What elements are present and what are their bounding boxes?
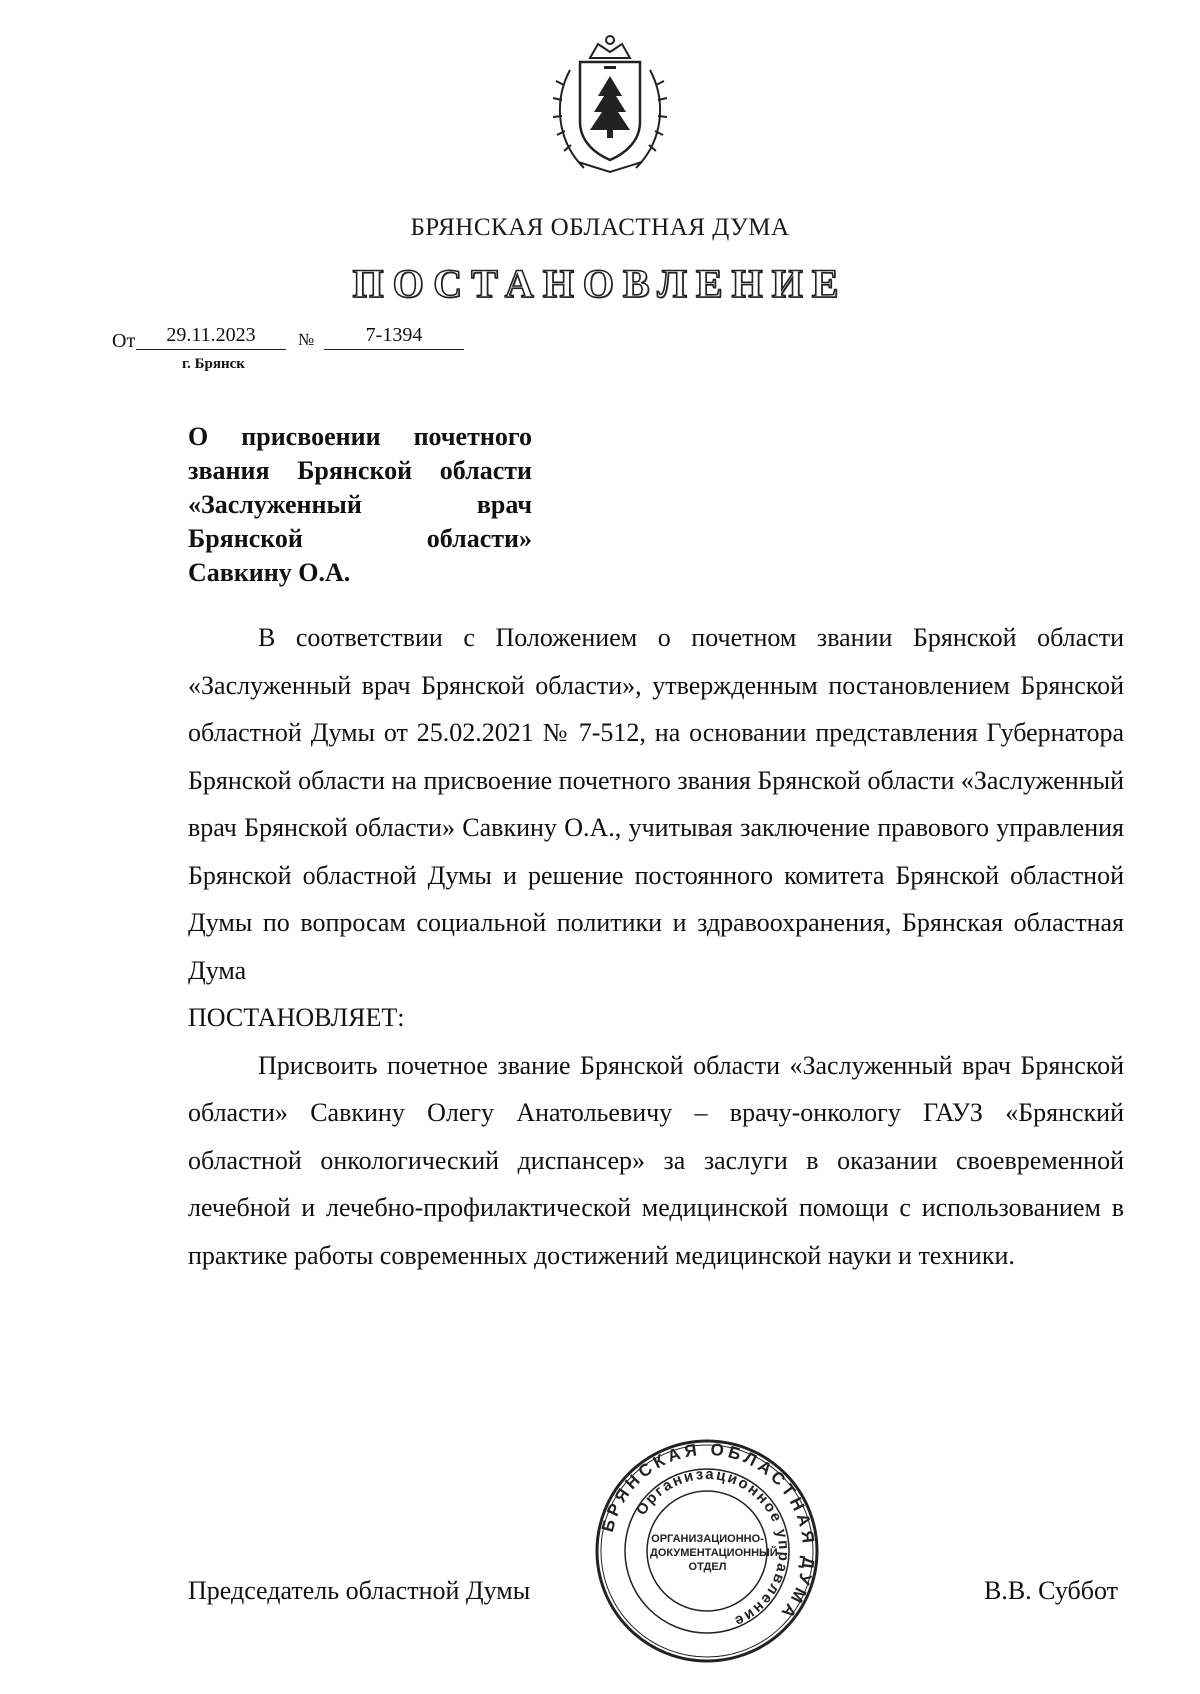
resolution-paragraph: Присвоить почетное звание Брянской области «Заслуженный врач Брянской области» Савкину Олегу Анатольевичу – врачу-онкологу ГАУЗ «Брянский областной онкологический диспансер» за заслуги в оказании своевременной лечебной и лечебно-профилактической медицинской помощи с использованием в практике работы современных достижений медицинской науки и техники. bbox=[188, 1050, 1124, 1270]
document-date: 29.11.2023 bbox=[136, 324, 286, 350]
document-subject bbox=[188, 420, 532, 590]
stamp-center-line: ДОКУМЕНТАЦИОННЫЙ bbox=[650, 1547, 778, 1559]
subject-line: О присвоении почетного bbox=[188, 422, 532, 451]
signatory-position: Председатель областной Думы bbox=[188, 1576, 531, 1605]
subject-line: Савкину О.А. bbox=[188, 558, 351, 587]
signatory-name: В.В. Суббот bbox=[983, 1576, 1118, 1605]
document-number: 7-1394 bbox=[324, 324, 464, 350]
subject-line: Брянской области» bbox=[188, 524, 532, 553]
document-meta bbox=[112, 324, 712, 354]
stamp-center-text bbox=[650, 1532, 778, 1574]
organization-name: БРЯНСКАЯ ОБЛАСТНАЯ ДУМА bbox=[410, 214, 790, 241]
number-label: № bbox=[298, 330, 315, 349]
stamp-outer-text: БРЯНСКАЯ ОБЛАСТНАЯ ДУМА bbox=[597, 1439, 819, 1625]
decree-word: ПОСТАНОВЛЯЕТ: bbox=[188, 1003, 405, 1032]
document-city: г. Брянск bbox=[182, 356, 245, 372]
preamble-paragraph: В соответствии с Положением о почетном звании Брянской области «Заслуженный врач Брянской области», утвержденным постановлением Брянской областной Думы от 25.02.2021 № 7-512, на основании представления Губернатора Брянской области на присвоение почетного звания Брянской области «Заслуженный врач Брянской области» Савкину О.А., учитывая заключение правового управления Брянской областной Думы и решение постоянного комитета Брянской областной Думы по вопросам социальной политики и здравоохранения, Брянская областная Дума bbox=[188, 623, 1124, 985]
stamp-center-line: ОРГАНИЗАЦИОННО- bbox=[651, 1533, 764, 1545]
subject-line: «Заслуженный врач bbox=[188, 490, 532, 519]
coat-of-arms-icon bbox=[540, 30, 680, 180]
subject-line: звания Брянской области bbox=[188, 456, 532, 485]
document-body bbox=[188, 614, 1124, 1279]
date-label: От bbox=[112, 330, 136, 352]
document-type: ПОСТАНОВЛЕНИЕ bbox=[352, 261, 848, 306]
stamp-inner-text: Организационное управление bbox=[632, 1465, 793, 1631]
stamp-center-line: ОТДЕЛ bbox=[688, 1561, 727, 1573]
